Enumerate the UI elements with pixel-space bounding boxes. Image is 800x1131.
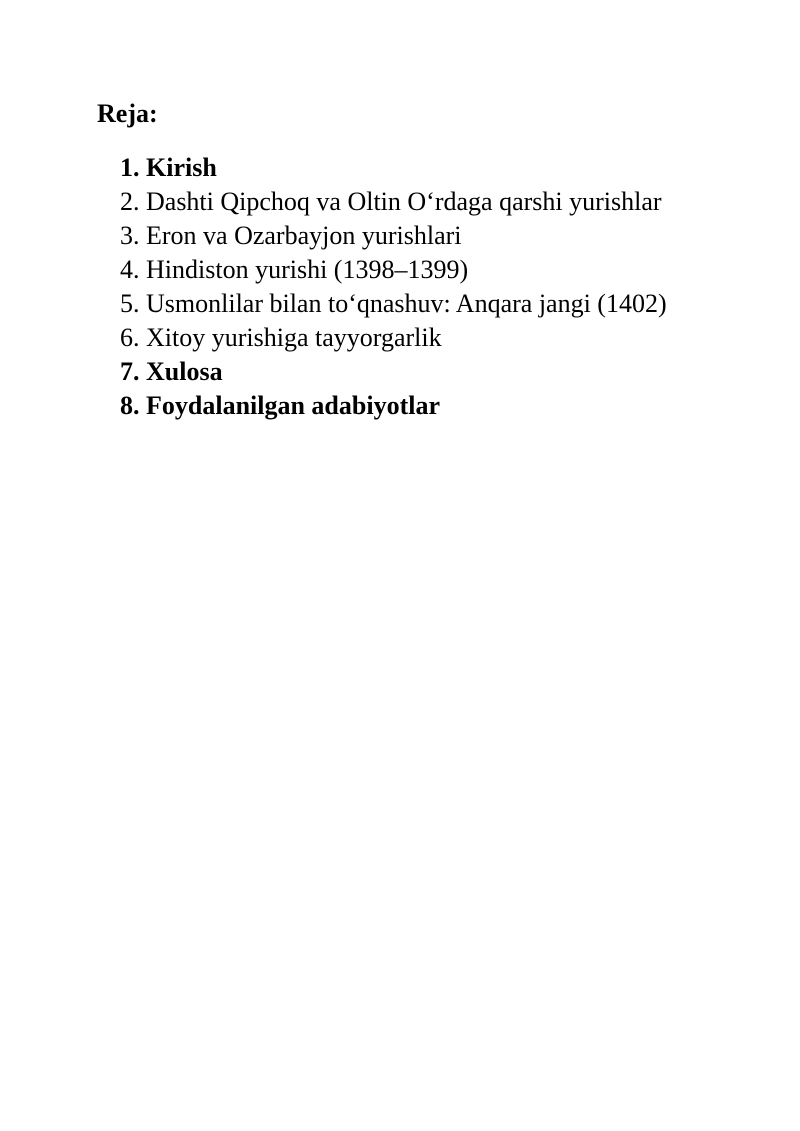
plan-item-3	[120, 219, 680, 253]
plan-item-1	[120, 151, 680, 185]
plan-item-number: 5.	[120, 289, 140, 318]
plan-item-8	[120, 389, 680, 423]
plan-item-text: Dashti Qipchoq va Oltin O‘rdaga qarshi yurishlar	[146, 187, 662, 216]
plan-item-text: Hindiston yurishi (1398–1399)	[146, 255, 469, 284]
plan-list	[120, 151, 680, 423]
plan-item-number: 3.	[120, 221, 140, 250]
plan-item-7	[120, 355, 680, 389]
plan-item-number: 6.	[120, 323, 140, 352]
plan-item-number: 1.	[120, 153, 140, 182]
plan-item-number: 4.	[120, 255, 140, 284]
plan-item-number: 7.	[120, 357, 140, 386]
plan-item-text: Foydalanilgan adabiyotlar	[146, 391, 440, 420]
plan-item-text: Kirish	[146, 153, 217, 182]
plan-item-2	[120, 185, 680, 219]
plan-item-number: 8.	[120, 391, 140, 420]
plan-item-text: Xulosa	[146, 357, 223, 386]
plan-item-text: Usmonlilar bilan to‘qnashuv: Anqara jangi (1402)	[146, 289, 667, 318]
plan-item-text: Eron va Ozarbayjon yurishlari	[146, 221, 462, 250]
plan-item-number: 2.	[120, 187, 140, 216]
plan-heading: Reja:	[97, 99, 158, 128]
plan-item-6	[120, 321, 680, 355]
plan-item-text: Xitoy yurishiga tayyorgarlik	[146, 323, 442, 352]
plan-item-5	[120, 287, 680, 321]
plan-item-4	[120, 253, 680, 287]
